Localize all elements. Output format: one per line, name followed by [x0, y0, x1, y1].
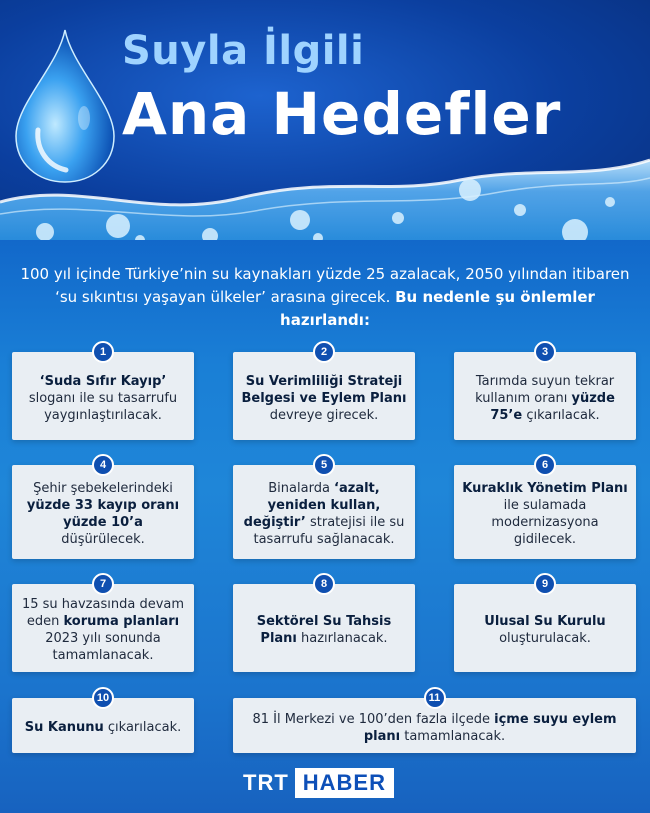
goal-card-2: [233, 345, 415, 440]
goal-number-badge: 10: [92, 687, 114, 709]
goal-text: [462, 480, 628, 548]
goal-text: [241, 613, 407, 647]
goal-card-7: [12, 577, 194, 672]
goal-card-4: [12, 458, 194, 559]
goal-text: [462, 613, 628, 647]
goal-text-plain: stratejisi ile su tasarrufu sağlanacak.: [253, 515, 405, 547]
goal-text-plain: Şehir şebekelerindeki: [33, 481, 173, 496]
water-drop-icon: [10, 26, 120, 186]
goal-number-badge: 11: [424, 687, 446, 709]
goal-text: [20, 480, 186, 548]
goal-number-badge: 3: [534, 341, 556, 363]
goal-card-8: [233, 577, 415, 672]
goal-text-plain: hazırlanacak.: [296, 631, 388, 646]
goal-text: [241, 711, 628, 745]
title-line-1: Suyla İlgili: [122, 28, 365, 74]
goal-text-bold: koruma planları: [63, 614, 180, 629]
goal-text-plain: sloganı ile su tasarrufu yaygınlaştırılacak.: [28, 390, 178, 423]
goal-text: [241, 373, 407, 424]
goal-card-5: [233, 458, 415, 559]
goal-card-3: [454, 345, 636, 440]
goal-text-plain: Tarımda suyun tekrar kullanım oranı: [475, 373, 615, 406]
goal-number-badge: 4: [92, 454, 114, 476]
goal-text: [462, 373, 628, 424]
title-line-2: Ana Hedefler: [122, 80, 562, 148]
goal-text-bold: yüzde 33 kayıp oranı yüzde 10’a: [26, 498, 180, 530]
intro-bold-sentence: Bu nedenle şu önlemler hazırlandı:: [280, 288, 595, 329]
goal-text-plain: ile sulamada modernizasyona gidilecek.: [491, 498, 599, 547]
goal-card-11: [233, 691, 636, 753]
goal-text: [241, 480, 407, 548]
goal-text-bold: Sektörel Su Tahsis Planı: [256, 614, 392, 646]
goal-number-badge: 7: [92, 573, 114, 595]
goal-text-plain: 2023 yılı sonunda tamamlanacak.: [45, 631, 161, 663]
goal-card-9: [454, 577, 636, 672]
goal-text: [20, 596, 186, 664]
goal-number-badge: 9: [534, 573, 556, 595]
goal-text: [20, 373, 186, 424]
goal-number-badge: 1: [92, 341, 114, 363]
goal-text-bold: içme suyu eylem planı: [363, 711, 617, 744]
logo-trt-text: TRT: [243, 770, 289, 795]
goal-card-10: [12, 691, 194, 753]
goal-card-1: [12, 345, 194, 440]
goal-number-badge: 8: [313, 573, 335, 595]
trt-haber-logo: [243, 768, 394, 798]
goal-text-plain: devreye girecek.: [269, 407, 379, 423]
goal-number-badge: 5: [313, 454, 335, 476]
goal-text-bold: ‘azalt, yeniden kullan, değiştir’: [243, 481, 381, 530]
intro-text: [18, 263, 632, 332]
goal-text-bold: Su Kanunu: [24, 720, 104, 735]
goal-text-bold: Ulusal Su Kurulu: [484, 614, 606, 629]
goal-text-plain: 81 İl Merkezi ve 100’den fazla ilçede: [252, 711, 495, 727]
goal-text-plain: düşürülecek.: [61, 532, 145, 547]
goal-text: [25, 719, 181, 736]
goal-number-badge: 2: [313, 341, 335, 363]
goal-text-bold: ‘Suda Sıfır Kayıp’: [39, 373, 167, 389]
goal-text-plain: tamamlanacak.: [400, 728, 506, 744]
header: [0, 0, 650, 240]
logo-haber-text: HABER: [295, 768, 394, 798]
goal-text-plain: Binalarda: [268, 481, 335, 496]
intro-sentence: 100 yıl içinde Türkiye’nin su kaynakları yüzde 25 azalacak, 2050 yılından itibaren ‘su sıkıntısı yaşayan ülkeler’ arasına girecek.: [20, 265, 630, 306]
goal-text-plain: çıkarılacak.: [522, 407, 600, 423]
goal-text-bold: yüzde 75’e: [490, 390, 615, 423]
goal-text-plain: çıkarılacak.: [103, 720, 182, 735]
goal-number-badge: 6: [534, 454, 556, 476]
goal-text-bold: Su Verimliliği Strateji Belgesi ve Eylem Planı: [241, 373, 407, 406]
goal-text-plain: 15 su havzasında devam eden: [21, 597, 185, 629]
goal-text-plain: oluşturulacak.: [499, 631, 591, 646]
goal-text-bold: Kuraklık Yönetim Planı: [462, 481, 628, 496]
goal-card-6: [454, 458, 636, 559]
